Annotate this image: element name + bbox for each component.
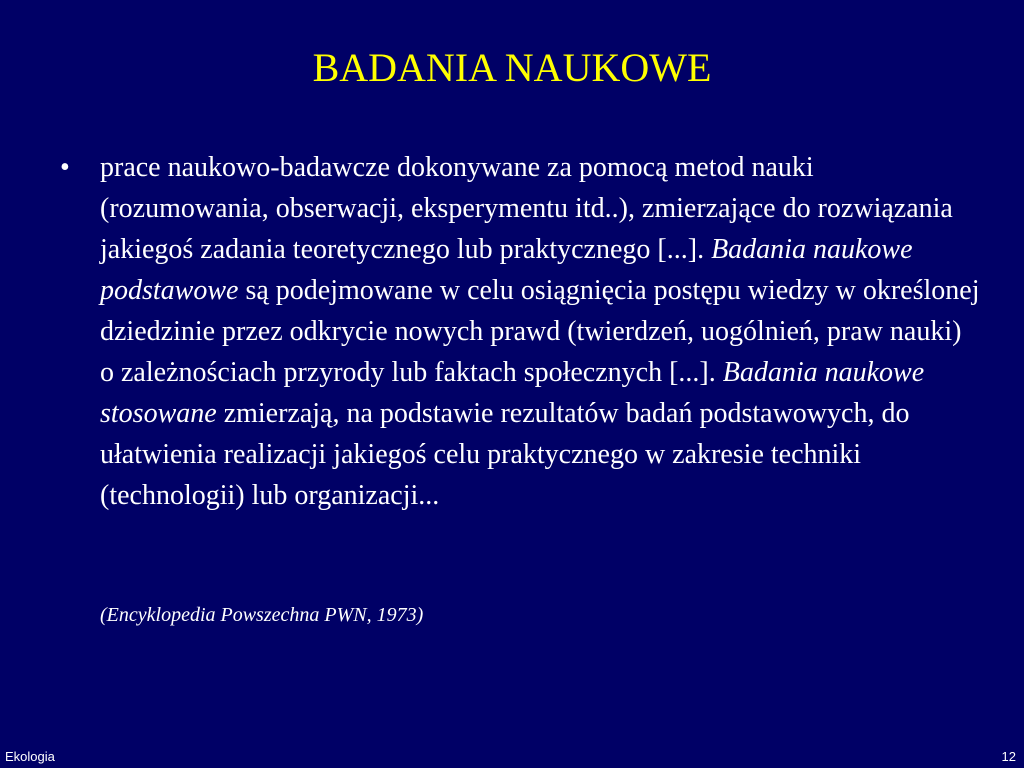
slide-number: 12 <box>1001 749 1016 764</box>
bullet-marker: • <box>60 152 70 183</box>
citation: (Encyklopedia Powszechna PWN, 1973) <box>100 604 424 626</box>
slide-title: BADANIA NAUKOWE <box>312 45 712 90</box>
italic-term-applied-research: Badania naukowe stosowane <box>100 357 925 429</box>
footer-label: Ekologia <box>5 749 55 764</box>
body-text-segment-2: są podejmowane w celu osiągnięcia postępu wiedzy w określonej dziedzinie przez odkrycie nowych prawd (twierdzeń, uogólnień, praw nauki) o zależnościach przyrody lub faktach społecznych [...]. <box>100 275 980 388</box>
italic-term-basic-research: Badania naukowe podstawowe <box>100 234 913 306</box>
bullet-item <box>60 147 980 516</box>
body-text-segment-3: zmierzają, na podstawie rezultatów badań podstawowych, do ułatwienia realizacji jakiegoś celu praktycznego w zakresie techniki (technologii) lub organizacji... <box>100 398 910 511</box>
bullet-text <box>100 147 980 516</box>
body-text-segment-1: prace naukowo-badawcze dokonywane za pomocą metod nauki (rozumowania, obserwacji, eksperymentu itd..), zmierzające do rozwiązania jakiegoś zadania teoretycznego lub praktycznego [...]. <box>100 152 953 265</box>
